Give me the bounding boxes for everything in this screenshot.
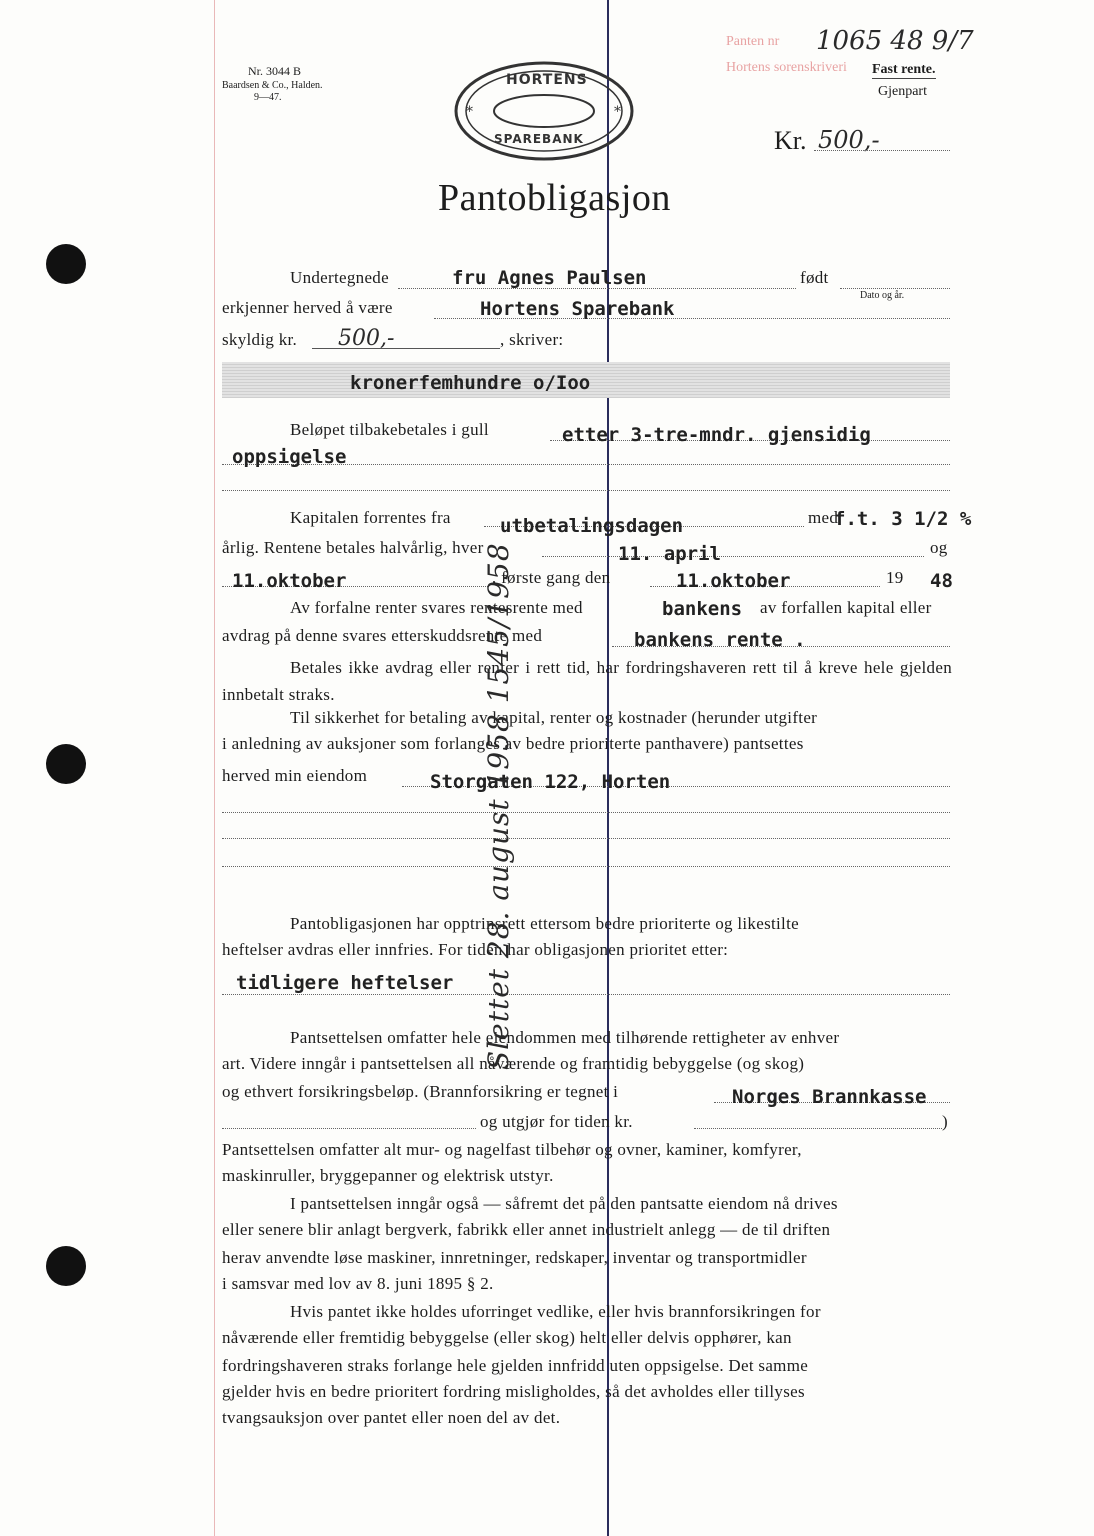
repaid-value-2: oppsigelse <box>232 446 347 468</box>
maintain-line-3: fordringshaveren straks forlange hele gjelden innfridd uten oppsigelse. Det samme <box>222 1356 809 1375</box>
print-date: 9—47. <box>254 92 282 103</box>
maintain-line-2: nåværende eller fremtidig bebyggelse (eller skog) helt eller delvis opphører, kan <box>222 1328 792 1347</box>
handwritten-reference: 1065 48 9/7 <box>816 26 974 56</box>
punch-hole-top <box>46 244 86 284</box>
writes-label: , skriver: <box>500 330 564 349</box>
creditor-value: Hortens Sparebank <box>480 298 675 320</box>
property-label: herved min eiendom <box>222 766 368 785</box>
year-prefix: 19 <box>886 568 904 587</box>
year-suffix: 48 <box>930 570 953 592</box>
rate-label: med <box>808 508 839 527</box>
repaid-value-1: etter 3-tre-mndr. gjensidig <box>562 424 871 446</box>
date-year-label: Dato og år. <box>860 290 905 301</box>
punch-hole-middle <box>46 744 86 784</box>
svg-text:*: * <box>614 104 621 120</box>
undersigned-value: fru Agnes Paulsen <box>452 267 647 289</box>
and-label: og <box>930 538 948 557</box>
maintain-line-5: tvangsauksjon over pantet eller noen del av det. <box>222 1408 561 1427</box>
security-line-1: Til sikkerhet for betaling av kapital, renter og kostnader (herunder utgifter <box>290 708 818 727</box>
svg-text:*: * <box>466 104 473 120</box>
acknowledge-label: erkjenner herved å være <box>222 298 393 317</box>
fixtures-line-1: Pantsettelsen omfatter alt mur- og nagelfast tilbehør og ovner, kaminer, komfyrer, <box>222 1140 802 1159</box>
maintain-line-1: Hvis pantet ikke holdes uforringet vedlike, eller hvis brannforsikringen for <box>290 1302 821 1321</box>
amount-words-value: kronerfemhundre o/Ioo <box>350 372 591 394</box>
fixed-rate-label: Fast rente. <box>872 62 936 77</box>
owe-label: skyldig kr. <box>222 330 298 349</box>
left-margin-rule <box>214 0 215 1536</box>
priority-dots <box>222 994 950 995</box>
interest-line-1b: av forfallen kapital eller <box>760 598 932 617</box>
property-value: Storgaten 122, Horten <box>430 771 671 793</box>
copy-label: Gjenpart <box>878 84 927 99</box>
close-paren: ) <box>942 1112 948 1131</box>
first-date: 11.oktober <box>676 570 791 592</box>
interest-value-1: bankens <box>662 598 743 620</box>
document-title: Pantobligasjon <box>438 177 671 219</box>
priority-line-2: heftelser avdras eller innfries. For tiden har obligasjonen prioritet etter: <box>222 940 729 959</box>
interest-line-1a: Av forfalne renter svares rentesrente med <box>290 598 583 617</box>
form-number: Nr. 3044 B <box>248 64 302 78</box>
security-line-2: i anledning av auksjoner som forlanges av bedre prioriterte panthavere) pantsettes <box>222 734 804 753</box>
amount-label: Kr. <box>774 126 807 155</box>
owe-value: 500,- <box>338 326 395 351</box>
priority-line-1: Pantobligasjonen har opptrinsrett ettersom bedre prioriterte og likestilte <box>290 914 799 933</box>
industry-line-3: herav anvendte løse maskiner, innretninger, redskaper, inventar og transportmidler <box>222 1248 807 1267</box>
register-faded: Panten nr <box>726 34 780 49</box>
rate-value: f.t. 3 1/2 % <box>834 508 972 530</box>
born-label: født <box>800 268 829 287</box>
annual-label: årlig. Rentene betales halvårlig, hver <box>222 538 484 557</box>
scope-line-2: art. Videre inngår i pantsettelsen all nåværende og framtidig bebyggelse (og skog) <box>222 1054 805 1073</box>
amount-now-dots-2 <box>694 1128 942 1129</box>
fixtures-line-2: maskinruller, bryggepanner og elektrisk utstyr. <box>222 1166 554 1185</box>
property-dots-3 <box>222 838 950 839</box>
industry-line-1: I pantsettelsen inngår også — såfremt det på den pantsatte eiendom nå drives <box>290 1194 838 1213</box>
pay-date-dots <box>542 556 924 557</box>
stamp-text-top: HORTENS <box>506 72 588 88</box>
stamp-text-bottom: SPAREBANK <box>494 132 584 146</box>
insurance-label: og ethvert forsikringsbeløp. (Brannforsikring er tegnet i <box>222 1082 619 1101</box>
industry-line-2: eller senere blir anlagt bergverk, fabrikk eller annet industrielt anlegg — de til driften <box>222 1220 831 1239</box>
interest-line-2: avdrag på denne svares etterskuddsrente med <box>222 626 543 645</box>
pay-date-1: 11. april <box>618 543 721 565</box>
pay-date-2: 11.oktober <box>232 570 347 592</box>
scope-line-1: Pantsettelsen omfatter hele eiendommen med tilhørende rettigheter av enhver <box>290 1028 840 1047</box>
amount-now-label: og utgjør for tiden kr. <box>480 1112 633 1131</box>
industry-line-4: i samsvar med lov av 8. juni 1895 § 2. <box>222 1274 494 1293</box>
amount-now-dots-1 <box>222 1128 476 1129</box>
insurance-value: Norges Brannkasse <box>732 1086 927 1108</box>
property-dots-4 <box>222 866 950 867</box>
punch-hole-bottom <box>46 1246 86 1286</box>
interest-value-2: bankens rente . <box>634 629 806 651</box>
bank-stamp <box>452 60 636 162</box>
repaid-dots-3 <box>222 490 950 491</box>
property-dots-2 <box>222 812 950 813</box>
maintain-line-4: gjelder hvis en bedre prioritert fordring misligholdes, så det avholdes eller tillyses <box>222 1382 805 1401</box>
born-dots <box>840 288 950 289</box>
amount-value: 500,- <box>818 126 880 154</box>
first-time-label: , første gang den <box>492 568 611 587</box>
deletion-note: Slettet 28. august 1958 1545/1958 <box>482 542 515 1070</box>
bank-faded: Hortens sorenskriveri <box>726 60 847 75</box>
repaid-label: Beløpet tilbakebetales i gull <box>290 420 489 439</box>
priority-value: tidligere heftelser <box>236 972 454 994</box>
capital-label: Kapitalen forrentes fra <box>290 508 451 527</box>
printer-name: Baardsen & Co., Halden. <box>222 80 323 91</box>
undersigned-label: Undertegnede <box>290 268 389 287</box>
capital-from-value: utbetalingsdagen <box>500 515 684 537</box>
default-paragraph: Betales ikke avdrag eller renter i rett tid, har fordringshaveren rett til å kreve hele gjelden innbetalt straks. <box>222 658 952 704</box>
amount-line <box>814 150 950 151</box>
